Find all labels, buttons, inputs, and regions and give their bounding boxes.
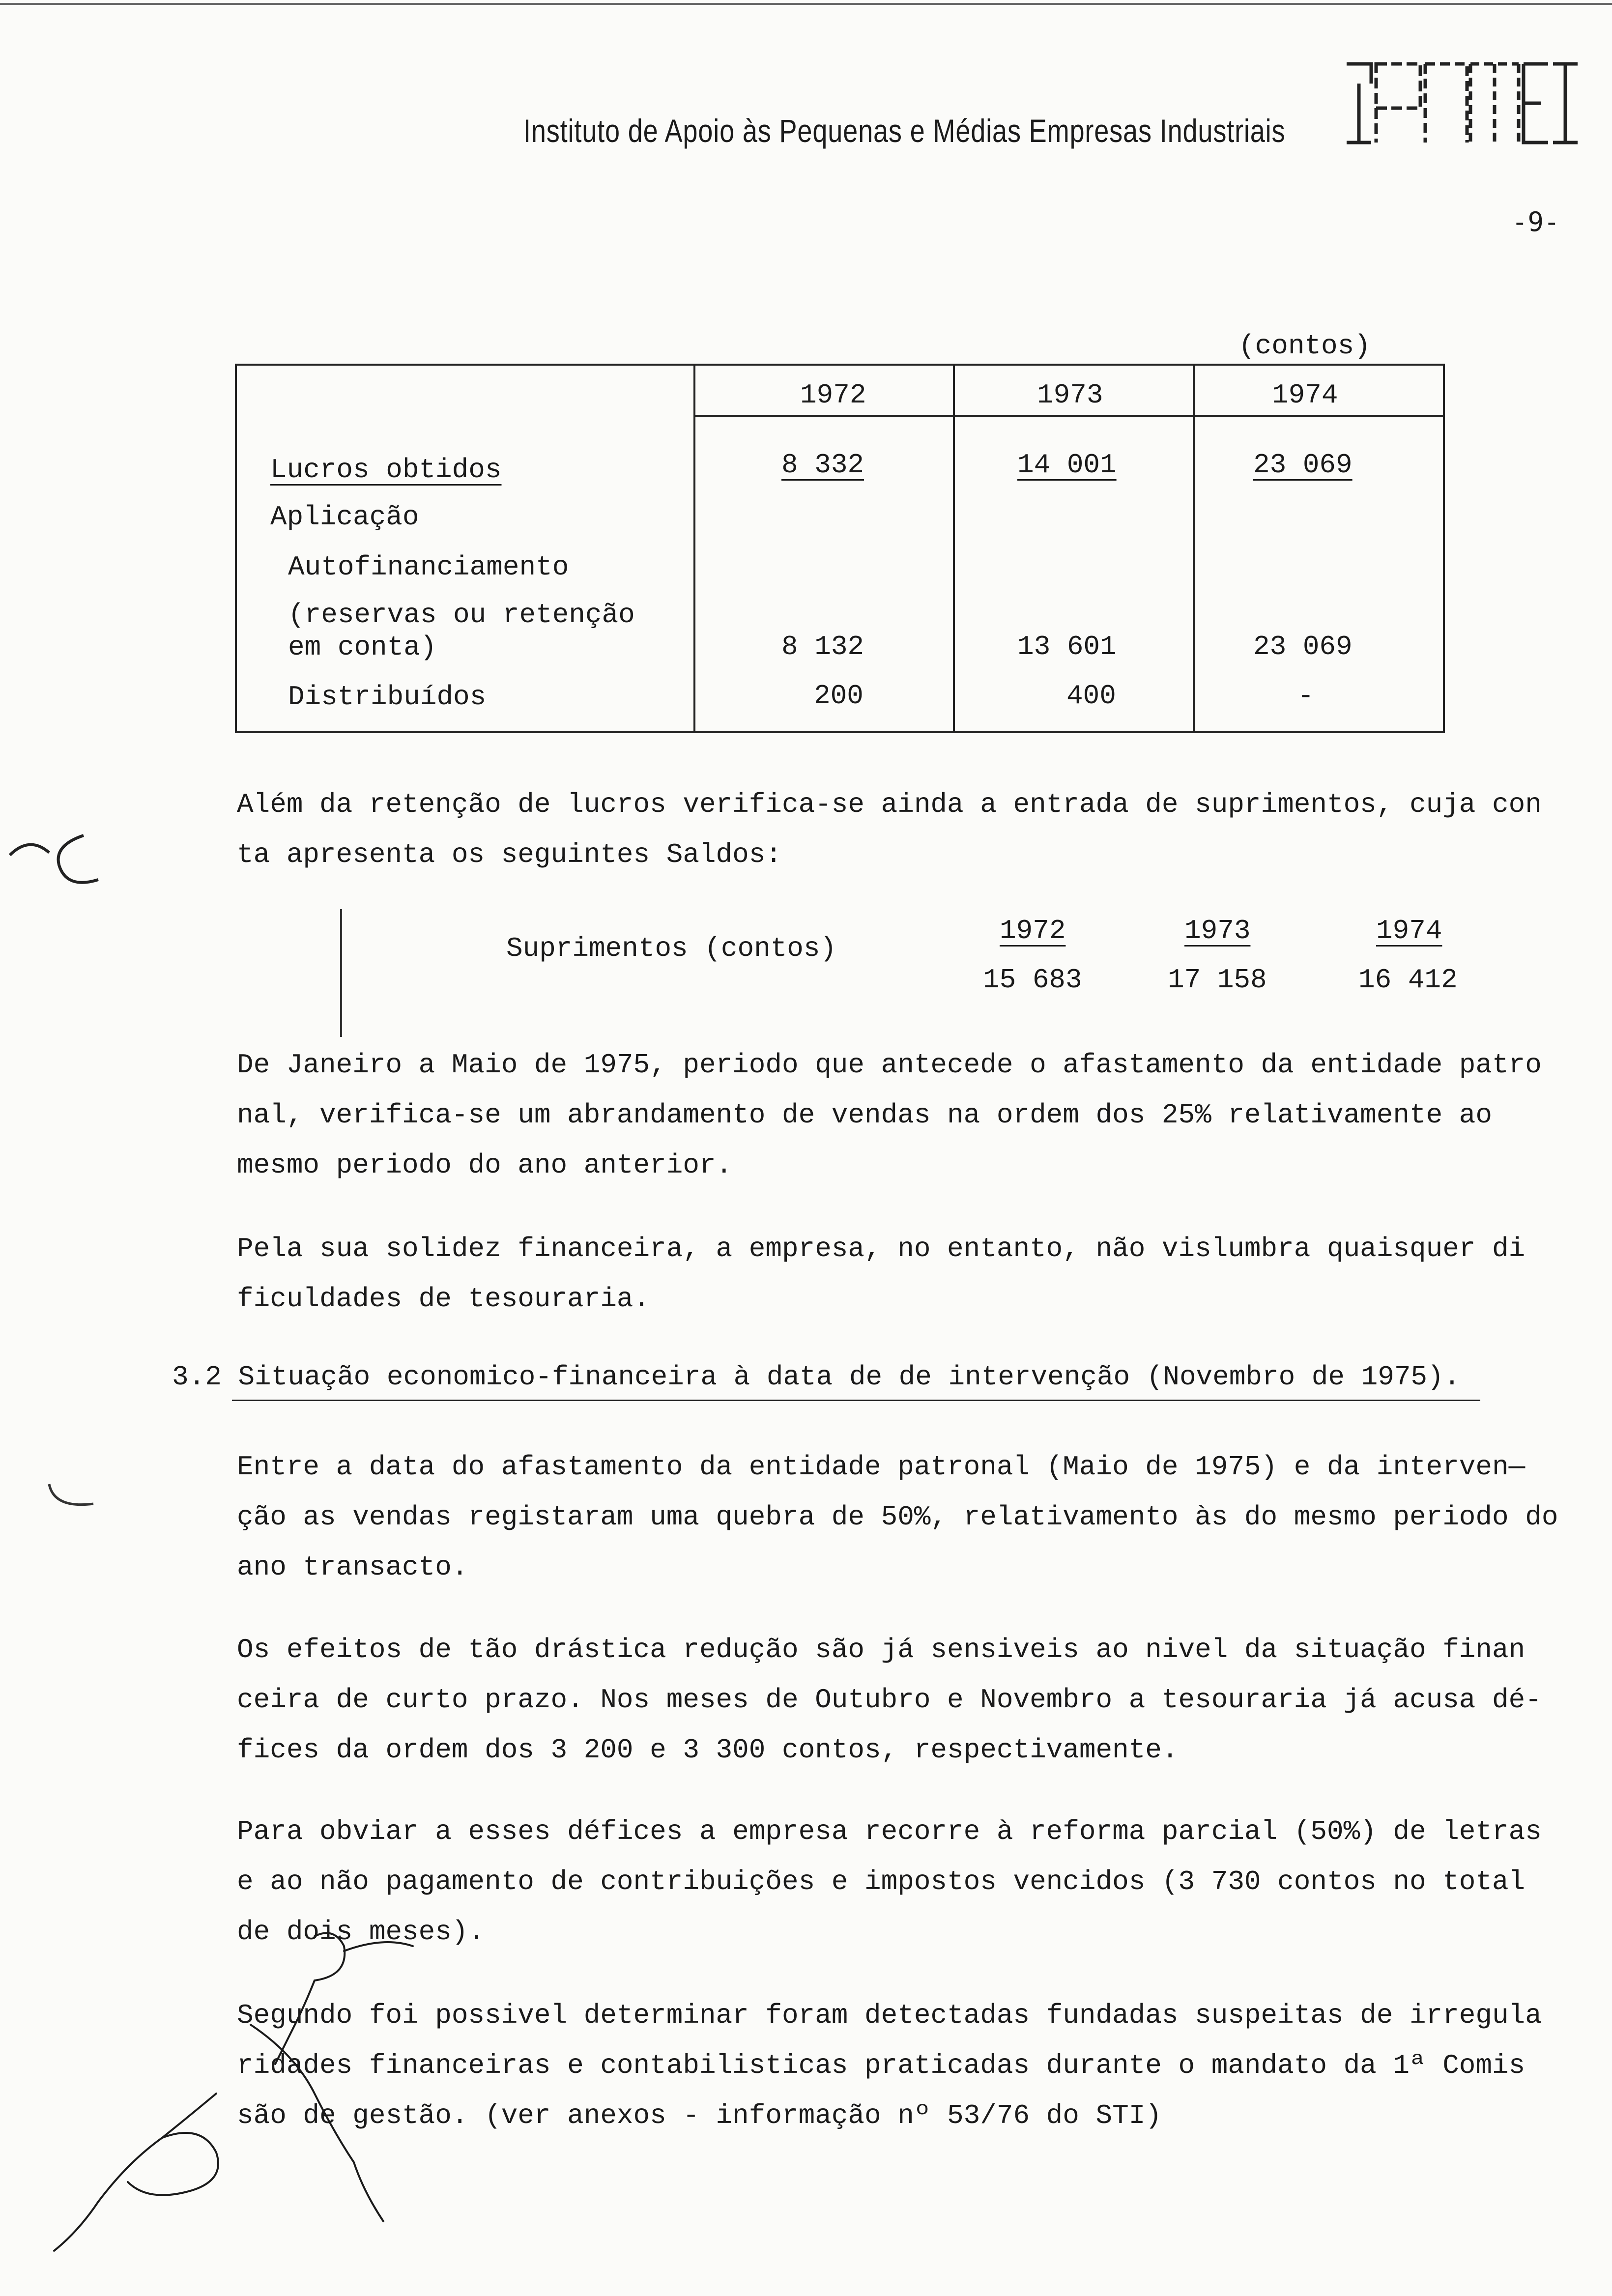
paragraph-janeiro-maio: De Janeiro a Maio de 1975, periodo que antecede o afastamento da entidade patro nal, verifica-se um abrandamento de vendas na ordem dos 25% relativamente ao mesmo periodo do ano anterior. — [237, 1049, 1542, 1181]
section-heading — [172, 1361, 1460, 1393]
top-edge-rule — [0, 3, 1612, 5]
paragraph-solidez: Pela sua solidez financeira, a empresa, no entanto, não vislumbra quaisquer di ficuldades de tesouraria. — [237, 1233, 1526, 1315]
section-heading-underline — [232, 1400, 1480, 1401]
table-unit-note: (contos) — [1238, 330, 1371, 362]
table-divider-1974 — [1193, 366, 1195, 731]
suprimentos-year-1974: 1974 — [1376, 915, 1442, 947]
suprimentos-label: Suprimentos (contos) — [506, 933, 837, 964]
suprimentos-value-1972: 15 683 — [983, 964, 1082, 996]
distribuidos-1972: 200 — [814, 680, 864, 712]
lucros-1972: 8 332 — [781, 449, 864, 481]
handwritten-signature — [39, 1907, 442, 2261]
reservas-1973: 13 601 — [1017, 631, 1117, 662]
page-number: -9- — [1512, 206, 1560, 237]
section-number: 3.2 — [172, 1361, 222, 1393]
binder-hole-mark-bottom — [39, 1455, 118, 1533]
distribuidos-1973: 400 — [1066, 680, 1116, 712]
row-label-reservas: (reservas ou retenção em conta) — [288, 599, 635, 663]
distribuidos-1974: - — [1297, 680, 1314, 712]
row-label-lucros-obtidos: Lucros obtidos — [270, 454, 502, 486]
row-label-distribuidos: Distribuídos — [288, 681, 487, 713]
suprimentos-value-1973: 17 158 — [1168, 964, 1267, 996]
binder-hole-mark-top — [0, 806, 128, 904]
paragraph-efeitos: Os efeitos de tão drástica redução são já sensiveis ao nivel da situação finan ceira de curto prazo. Nos meses de Outubro e Novembro a tesouraria já acusa dé- fices da ordem dos 3 200 e 3 300 contos, respectivamente. — [237, 1634, 1542, 1766]
table-year-1974: 1974 — [1272, 379, 1338, 411]
table-divider-label — [693, 366, 695, 731]
suprimentos-marker-line — [340, 909, 342, 1037]
row-label-aplicacao: Aplicação — [270, 501, 419, 533]
table-year-1972: 1972 — [800, 379, 866, 411]
lucros-1973: 14 001 — [1017, 449, 1117, 481]
iapmei-logo — [1342, 54, 1583, 150]
suprimentos-year-1973: 1973 — [1184, 915, 1251, 947]
institution-header: Instituto de Apoio às Pequenas e Médias Empresas Industriais — [523, 113, 1286, 149]
table-divider-1973 — [953, 366, 955, 731]
table-year-1973: 1973 — [1037, 379, 1103, 411]
reservas-1972: 8 132 — [781, 631, 864, 662]
paragraph-irregularidades: Segundo foi possivel determinar foram detectadas fundadas suspeitas de irregula ridades financeiras e contabilisticas praticadas durante o mandato da 1ª Comis são de gestão. (ver anexos - informação nº 53/76 do STI) — [237, 2000, 1542, 2131]
paragraph-afastamento: Entre a data do afastamento da entidade patronal (Maio de 1975) e da interven— ção as vendas registaram uma quebra de 50%, relativamento às do mesmo periodo do ano transacto. — [237, 1451, 1558, 1583]
table-header-rule — [693, 415, 1443, 417]
section-title: Situação economico-financeira à data de de intervenção (Novembro de 1975). — [238, 1361, 1461, 1393]
row-label-autofinanciamento: Autofinanciamento — [288, 551, 569, 583]
lucros-1974: 23 069 — [1253, 449, 1353, 481]
suprimentos-year-1972: 1972 — [1000, 915, 1066, 947]
paragraph-defices: Para obviar a esses défices a empresa recorre à reforma parcial (50%) de letras e ao não pagamento de contribuições e impostos vencidos (3 730 contos no total de dois meses). — [237, 1816, 1542, 1948]
profits-table — [235, 364, 1445, 733]
paragraph-retencao: Além da retenção de lucros verifica-se ainda a entrada de suprimentos, cuja con ta apresenta os seguintes Saldos: — [237, 789, 1542, 870]
suprimentos-value-1974: 16 412 — [1358, 964, 1458, 996]
reservas-1974: 23 069 — [1253, 631, 1353, 662]
